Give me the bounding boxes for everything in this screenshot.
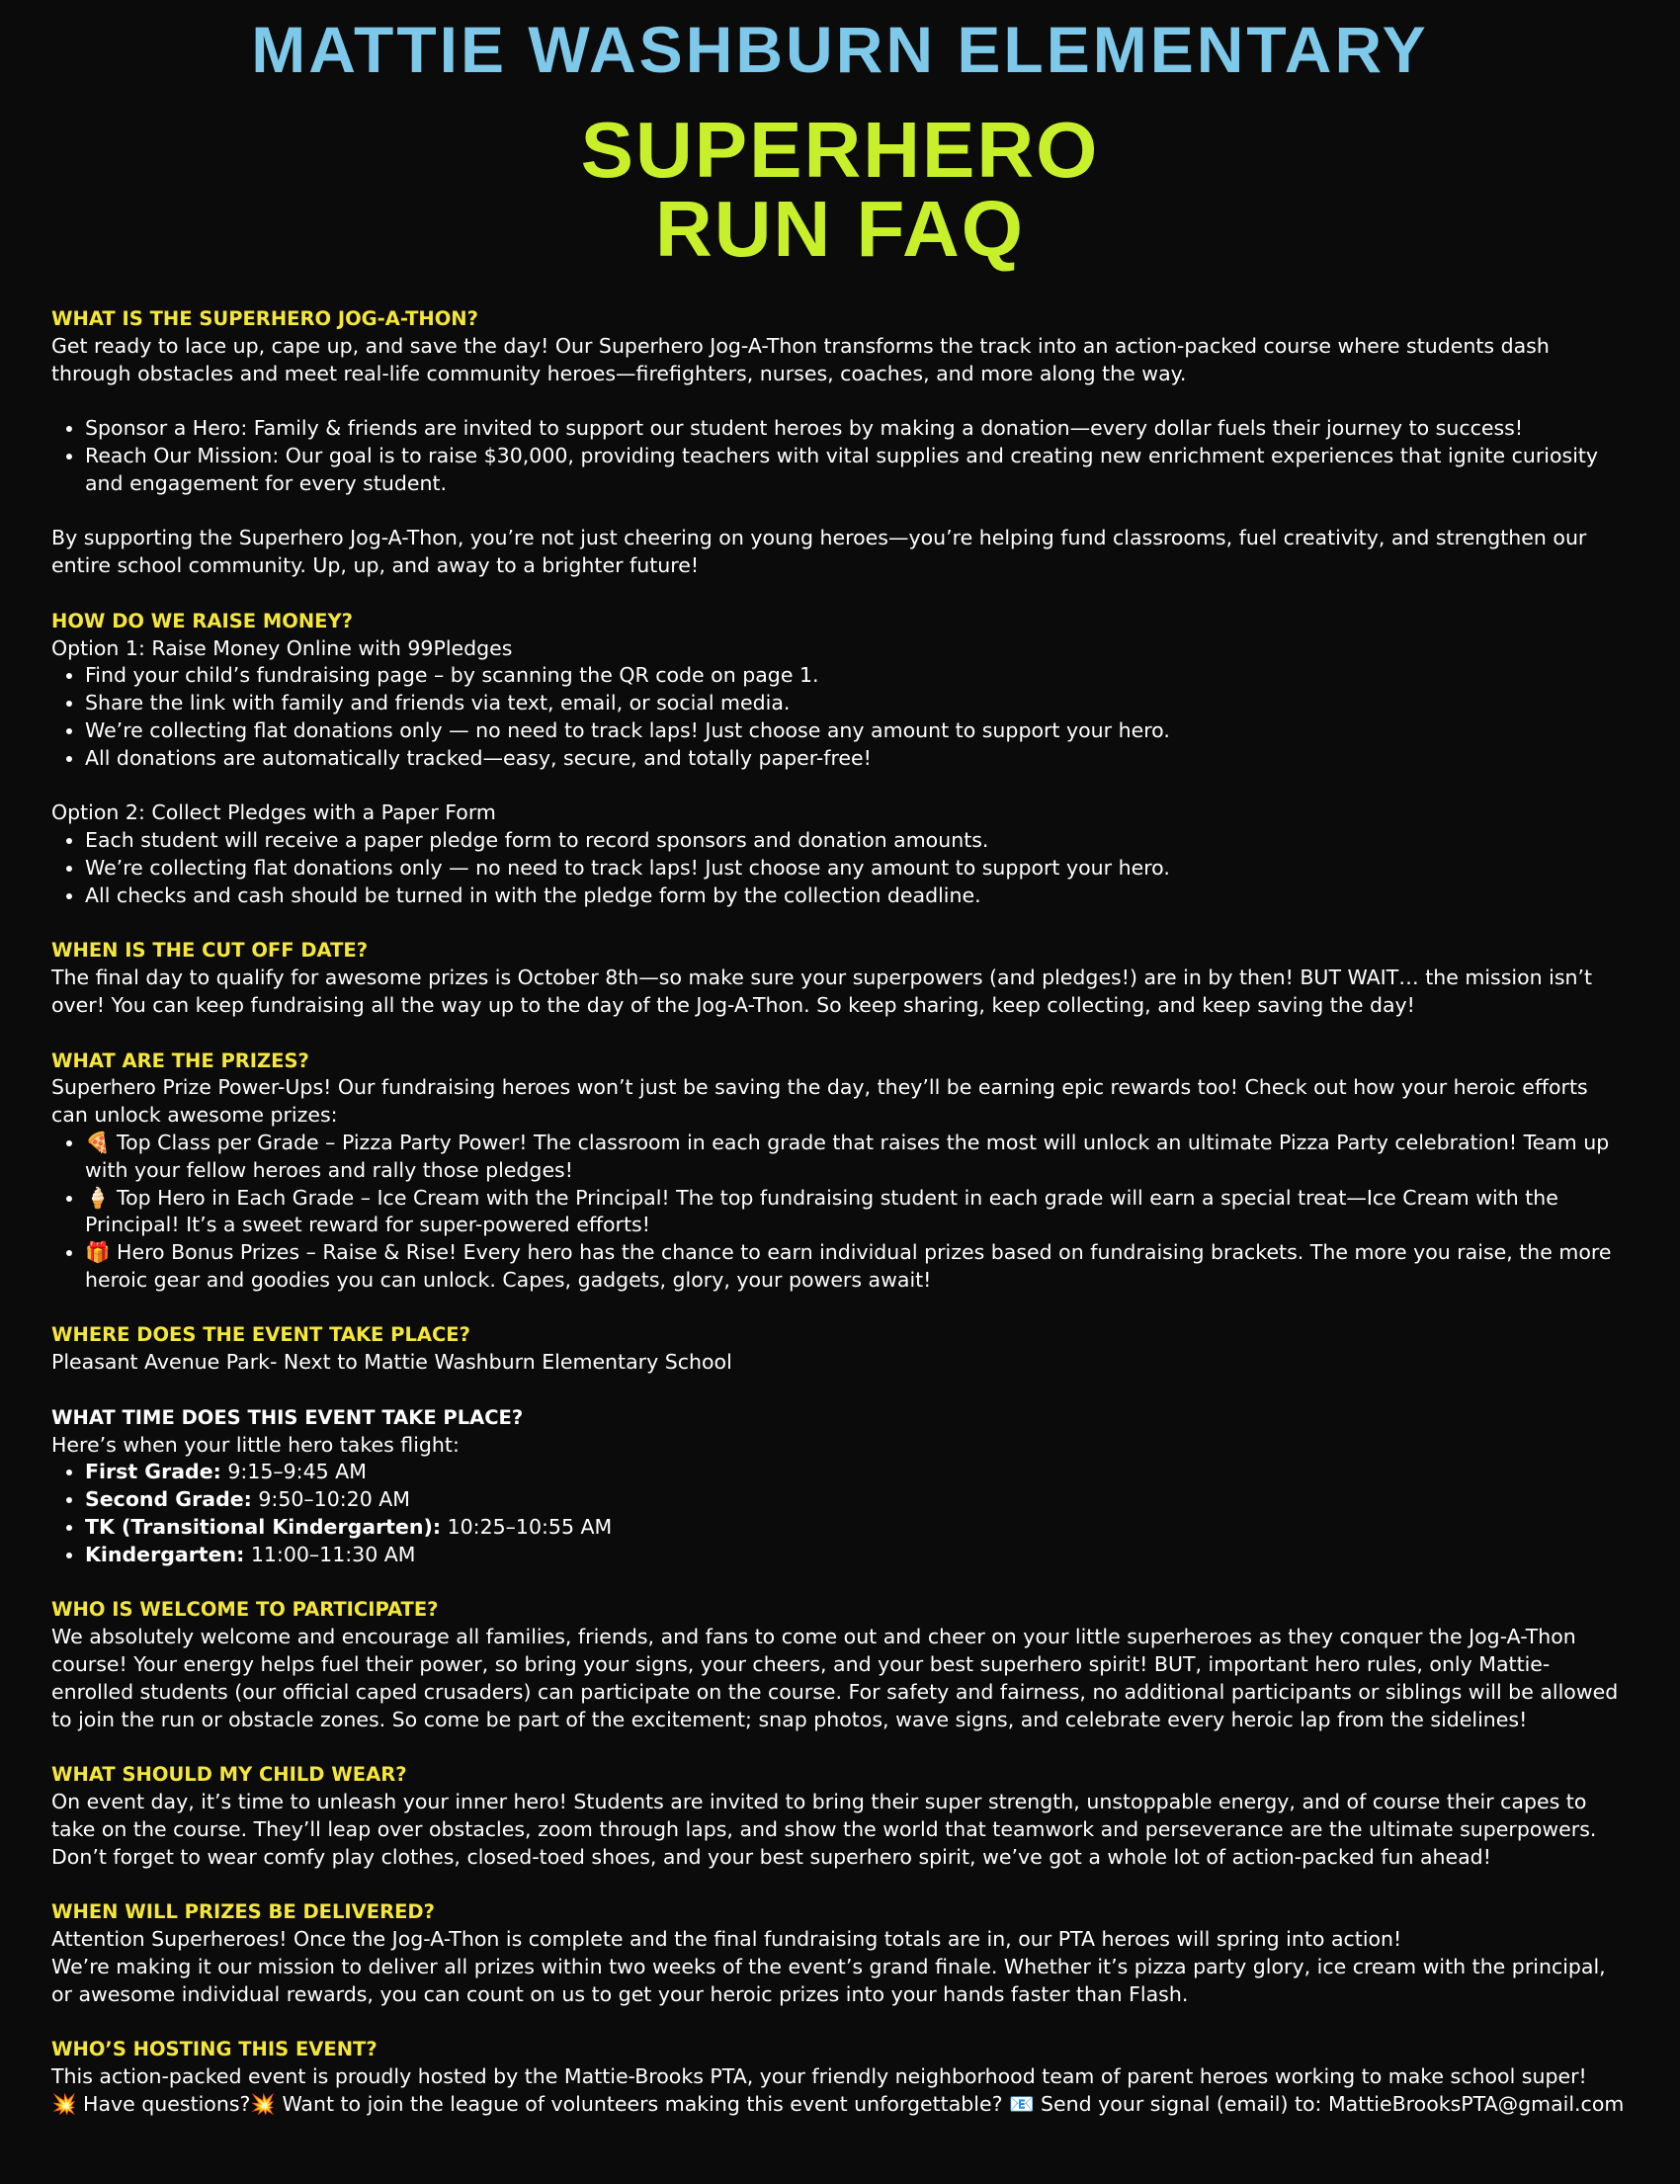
section-heading-prizes: WHAT ARE THE PRIZES?	[51, 1049, 309, 1072]
list-item: • Reach Our Mission: Our goal is to raise $30,000, providing teachers with vital supplies and creating new enrichment experiences that ignite curiosity and engagement for every student.	[85, 443, 1629, 498]
list-item: • Sponsor a Hero: Family & friends are invited to support our student heroes by making a donation—every dollar fuels their journey to success!	[85, 415, 1629, 443]
schedule-item	[85, 1542, 1629, 1569]
delivery-text-2: We’re making it our mission to deliver all prizes within two weeks of the event’s grand finale. Whether it’s pizza party glory, ice cream with the principal, or awesome individual rewards, you can count on us to get your heroic prizes into your hands faster than Flash.	[51, 1954, 1606, 2006]
option-1-list	[51, 662, 1629, 772]
list-item: • All donations are automatically tracked—easy, secure, and totally paper-free!	[85, 745, 1629, 773]
list-item: • We’re collecting flat donations only — no need to track laps! Just choose any amount to support your hero.	[85, 717, 1629, 745]
option-2-title: Option 2: Collect Pledges with a Paper Form	[51, 800, 496, 825]
list-item: • Find your child’s fundraising page – by scanning the QR code on page 1.	[85, 662, 1629, 690]
section-heading-raise-money: HOW DO WE RAISE MONEY?	[51, 609, 353, 632]
list-item: • All checks and cash should be turned in with the pledge form by the collection deadline.	[85, 882, 1629, 910]
list-item: • Share the link with family and friends via text, email, or social media.	[85, 690, 1629, 717]
faq-page	[0, 10, 1680, 2184]
time-intro: Here’s when your little hero takes flight:	[51, 1432, 460, 1457]
cutoff-text: The final day to qualify for awesome prizes is October 8th—so make sure your superpowers (and pledges!) are in by then! BUT WAIT… the mission isn’t over! You can keep fundraising all the way up to the day of the Jog-A-Thon. So keep sharing, keep collecting, and keep saving the day!	[51, 966, 1593, 1017]
location-text: Pleasant Avenue Park- Next to Mattie Washburn Elementary School	[51, 1350, 732, 1375]
list-item: • 🍕 Top Class per Grade – Pizza Party Power! The classroom in each grade that raises the most will unlock an ultimate Pizza Party celebration! Team up with your fellow heroes and rally those pledges!	[85, 1130, 1629, 1185]
section-heading-time: WHAT TIME DOES THIS EVENT TAKE PLACE?	[51, 1405, 524, 1429]
grade-time: 9:15–9:45 AM	[220, 1460, 367, 1484]
what-is-outro: By supporting the Superhero Jog-A-Thon, you’re not just cheering on young heroes—you’re helping fund classrooms, fuel creativity, and strengthen our entire school community. Up, up, and away to a brighter future!	[51, 526, 1587, 578]
schedule-item	[85, 1514, 1629, 1542]
section-heading-participate: WHO IS WELCOME TO PARTICIPATE?	[51, 1598, 439, 1622]
schedule-item	[85, 1486, 1629, 1514]
schedule-list	[51, 1459, 1629, 1568]
title-line-1: SUPERHERO	[580, 106, 1100, 194]
title-line-2: RUN FAQ	[655, 185, 1025, 273]
section-heading-cutoff: WHEN IS THE CUT OFF DATE?	[51, 939, 369, 963]
list-item: • Each student will receive a paper pledge form to record sponsors and donation amounts.	[85, 827, 1629, 855]
wear-text: On event day, it’s time to unleash your inner hero! Students are invited to bring their super strength, unstoppable energy, and of course their capes to take on the course. They’ll leap over obstacles, zoom through laps, and show the world that teamwork and perseverance are the ultimate superpowers. Don’t forget to wear comfy play clothes, closed-toed shoes, and your best superhero spirit, we’ve got a whole lot of action-packed fun ahead!	[51, 1790, 1597, 1869]
section-heading-wear: WHAT SHOULD MY CHILD WEAR?	[51, 1763, 407, 1787]
grade-label: Second Grade:	[85, 1487, 252, 1512]
grade-label: Kindergarten:	[85, 1542, 245, 1566]
grade-label: TK (Transitional Kindergarten):	[85, 1515, 442, 1540]
hosting-text-1: This action-packed event is proudly hosted by the Mattie-Brooks PTA, your friendly neighborhood team of parent heroes working to make school super!	[51, 2064, 1587, 2088]
participate-text: We absolutely welcome and encourage all families, friends, and fans to come out and cheer on your little superheroes as they conquer the Jog-A-Thon course! Your energy helps fuel their power, so bring your signs, your cheers, and your best superhero spirit! BUT, important hero rules, only Mattie-enrolled students (our official caped crusaders) can participate on the course. For safety and fairness, no additional participants or siblings will be allowed to join the run or obstacle zones. So come be part of the excitement; snap photos, wave signs, and celebrate every heroic lap from the sidelines!	[51, 1625, 1619, 1731]
section-heading-location: WHERE DOES THE EVENT TAKE PLACE?	[51, 1323, 470, 1347]
delivery-text-1: Attention Superheroes! Once the Jog-A-Thon is complete and the final fundraising totals are in, our PTA heroes will spring into action!	[51, 1927, 1402, 1952]
prizes-list	[51, 1130, 1629, 1295]
school-name: MATTIE WASHBURN ELEMENTARY	[251, 13, 1429, 86]
grade-time: 11:00–11:30 AM	[244, 1542, 416, 1566]
hosting-text-2: 💥 Have questions?💥 Want to join the league of volunteers making this event unforgettable? 📧 Send your signal (email) to: MattieBrooksPTA@gmail.com	[51, 2091, 1625, 2116]
what-is-intro: Get ready to lace up, cape up, and save the day! Our Superhero Jog-A-Thon transforms the track into an action-packed course where students dash through obstacles and meet real-life community heroes—firefighters, nurses, coaches, and more along the way.	[51, 333, 1550, 385]
option-1-title: Option 1: Raise Money Online with 99Pledges	[51, 635, 513, 660]
section-heading-delivery: WHEN WILL PRIZES BE DELIVERED?	[51, 1900, 435, 1924]
option-2-list	[51, 827, 1629, 909]
schedule-item	[85, 1459, 1629, 1486]
what-is-list	[51, 415, 1629, 497]
section-heading-hosting: WHO’S HOSTING THIS EVENT?	[51, 2038, 378, 2061]
prizes-intro: Superhero Prize Power-Ups! Our fundraising heroes won’t just be saving the day, they’ll be earning epic rewards too! Check out how your heroic efforts can unlock awesome prizes:	[51, 1075, 1588, 1128]
grade-time: 9:50–10:20 AM	[251, 1487, 410, 1512]
page-title	[51, 106, 1629, 273]
list-item: • 🎁 Hero Bonus Prizes – Raise & Rise! Every hero has the chance to earn individual prizes based on fundraising brackets. The more you raise, the more heroic gear and goodies you can unlock. Capes, gadgets, glory, your powers await!	[85, 1239, 1629, 1295]
faq-content	[51, 305, 1629, 2119]
section-heading-what-is: WHAT IS THE SUPERHERO JOG-A-THON?	[51, 307, 478, 330]
list-item: • We’re collecting flat donations only — no need to track laps! Just choose any amount to support your hero.	[85, 855, 1629, 882]
grade-time: 10:25–10:55 AM	[441, 1515, 613, 1540]
list-item: • 🍦 Top Hero in Each Grade – Ice Cream with the Principal! The top fundraising student in each grade will earn a special treat—Ice Cream with the Principal! It’s a sweet reward for super-powered efforts!	[85, 1185, 1629, 1240]
grade-label: First Grade:	[85, 1460, 221, 1484]
